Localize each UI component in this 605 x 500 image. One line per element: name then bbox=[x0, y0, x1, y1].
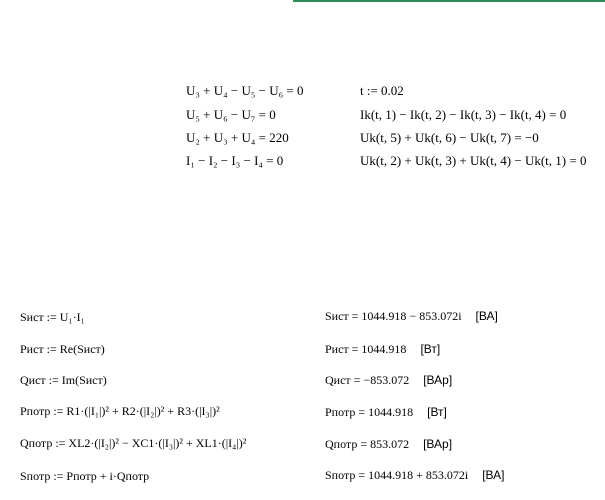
definition-q-load: Qпотр := XL2·(|I₂|)² − XC1·(|I₃|)² + XL1·(|I₄|)² bbox=[20, 436, 247, 450]
result-p-load bbox=[325, 405, 447, 420]
result-s-source bbox=[325, 309, 498, 324]
result-value: Sист = 1044.918 − 853.072i bbox=[325, 309, 462, 323]
result-p-source bbox=[325, 342, 440, 357]
result-value: Sпотр = 1044.918 + 853.072i bbox=[325, 468, 469, 482]
result-s-load bbox=[325, 468, 504, 483]
equation-right-1: t := 0.02 bbox=[360, 83, 404, 98]
result-q-source bbox=[325, 373, 452, 388]
equation-left-4: I₁ − I₂ − I₃ − I₄ = 0 bbox=[186, 153, 284, 168]
result-value: Qпотр = 853.072 bbox=[325, 437, 410, 451]
equation-left-3: U₂ + U₃ + U₄ = 220 bbox=[186, 130, 289, 145]
equation-left-2: U₅ + U₆ − U₇ = 0 bbox=[186, 107, 276, 122]
result-value: Pист = 1044.918 bbox=[325, 342, 407, 356]
top-green-rule bbox=[293, 0, 605, 2]
definition-p-source: Pист := Re(Sист) bbox=[20, 342, 105, 356]
definition-s-load: Sпотр := Pпотр + i·Qпотр bbox=[20, 469, 150, 483]
equation-right-4: Uk(t, 2) + Uk(t, 3) + Uk(t, 4) − Uk(t, 1) = 0 bbox=[360, 153, 587, 168]
result-unit: [ВАр] bbox=[423, 437, 453, 451]
result-unit: [Вт] bbox=[427, 405, 447, 419]
result-value: Pпотр = 1044.918 bbox=[325, 405, 414, 419]
equation-left-1: U₃ + U₄ − U₅ − U₆ = 0 bbox=[186, 83, 304, 98]
result-value: Qист = −853.072 bbox=[325, 373, 410, 387]
definition-p-load: Pпотр := R1·(|I₁|)² + R2·(|I₂|)² + R3·(|I₃|)² bbox=[20, 404, 220, 418]
equation-right-2: Ik(t, 1) − Ik(t, 2) − Ik(t, 3) − Ik(t, 4) = 0 bbox=[360, 107, 567, 122]
result-unit: [ВА] bbox=[482, 468, 505, 482]
result-q-load bbox=[325, 437, 452, 452]
result-unit: [ВА] bbox=[475, 309, 498, 323]
definition-q-source: Qист := Im(Sист) bbox=[20, 373, 107, 387]
result-unit: [Вт] bbox=[420, 342, 441, 356]
result-unit: [ВАр] bbox=[423, 373, 453, 387]
definition-s-source: Sист := U₁·I₁ bbox=[20, 310, 85, 324]
equation-right-3: Uk(t, 5) + Uk(t, 6) − Uk(t, 7) = −0 bbox=[360, 130, 539, 145]
